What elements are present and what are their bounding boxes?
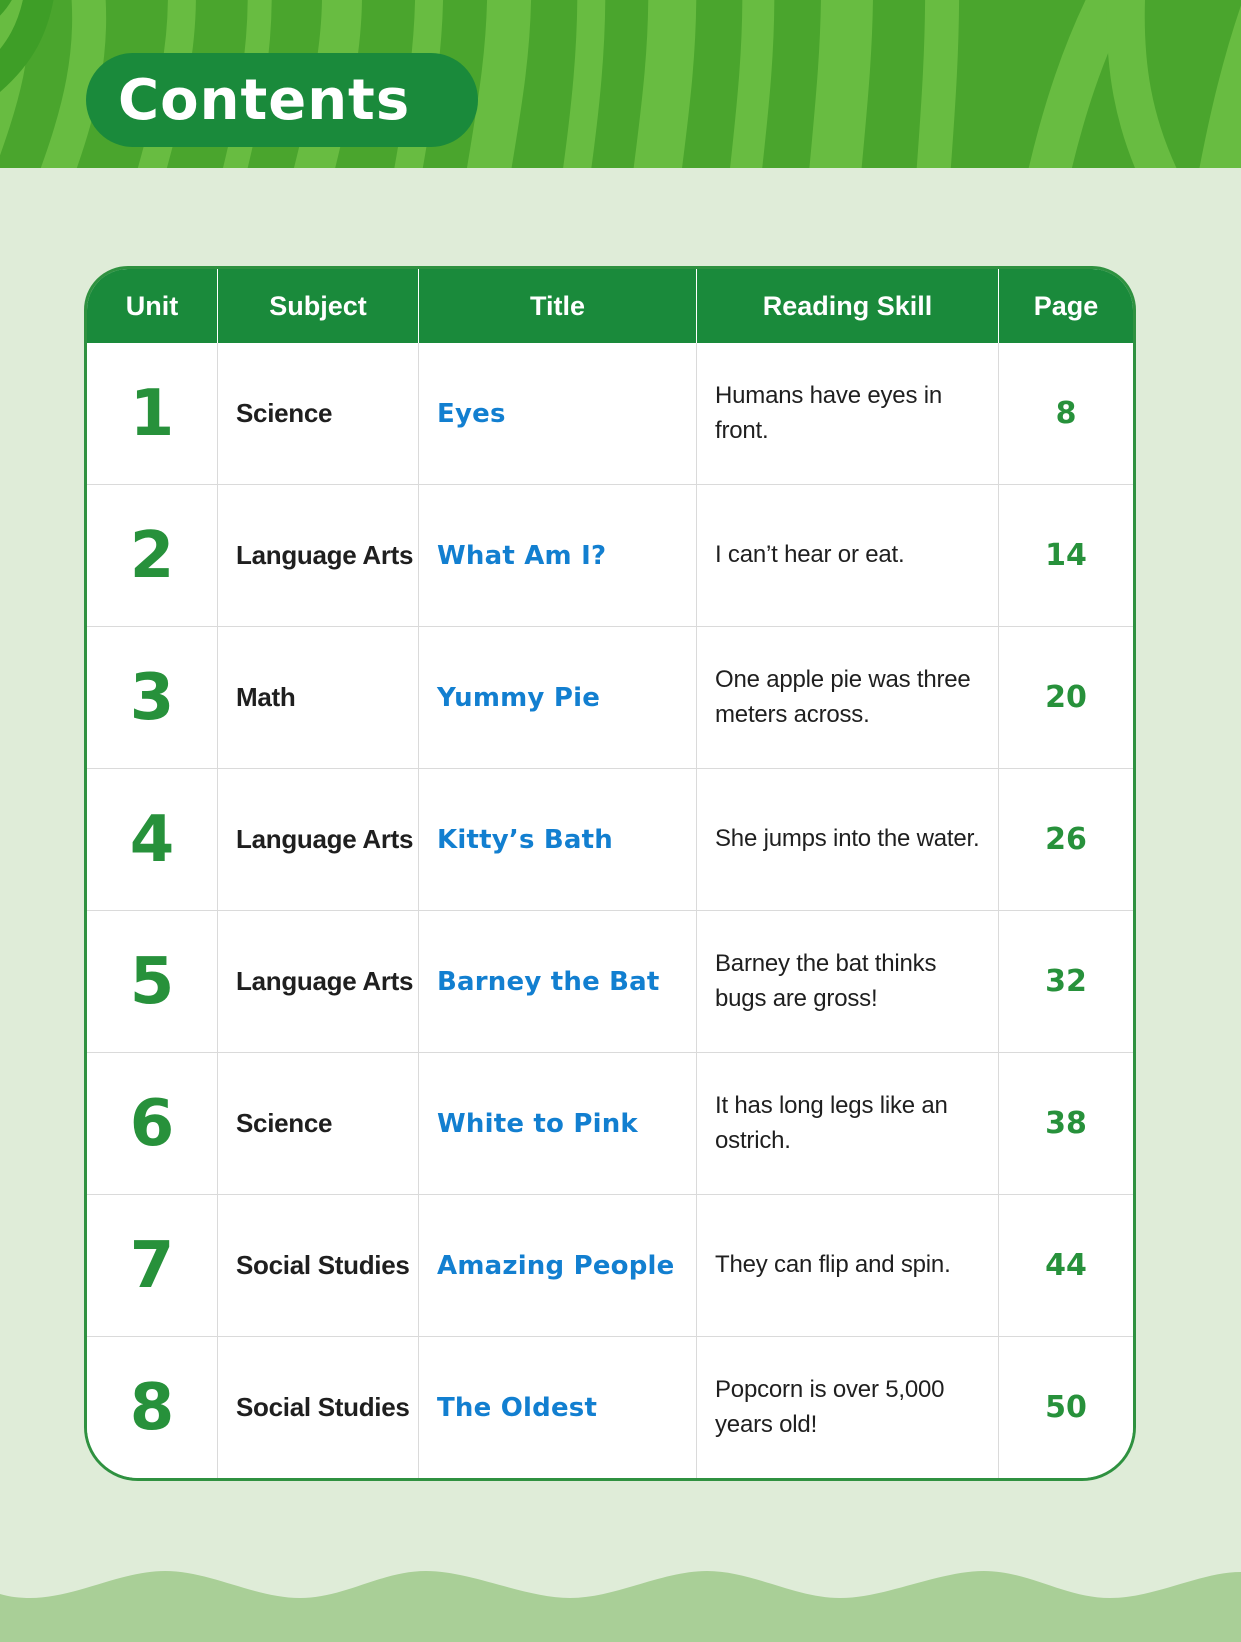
subject-cell: Social Studies bbox=[218, 1195, 419, 1336]
table-row bbox=[87, 484, 1133, 626]
page-number: 26 bbox=[1045, 822, 1087, 857]
title-cell: Amazing People bbox=[419, 1195, 697, 1336]
skill-cell: Humans have eyes in front. bbox=[697, 343, 999, 484]
page-number: 8 bbox=[1055, 396, 1077, 431]
skill-cell: One apple pie was three meters across. bbox=[697, 627, 999, 768]
column-header-page: Page bbox=[1033, 290, 1099, 321]
title-cell: Yummy Pie bbox=[419, 627, 697, 768]
subject-cell: Math bbox=[218, 627, 419, 768]
subject-cell: Language Arts bbox=[218, 769, 419, 910]
title-cell: The Oldest bbox=[419, 1337, 697, 1478]
header-band bbox=[0, 0, 1241, 168]
skill-cell: Popcorn is over 5,000 years old! bbox=[697, 1337, 999, 1478]
unit-number: 8 bbox=[87, 1337, 218, 1478]
column-header-unit: Unit bbox=[87, 269, 218, 343]
title-cell: Eyes bbox=[419, 343, 697, 484]
title-cell: Kitty’s Bath bbox=[419, 769, 697, 910]
unit-number: 5 bbox=[87, 911, 218, 1052]
page-number: 32 bbox=[1045, 964, 1087, 999]
column-header-subject: Subject bbox=[218, 269, 419, 343]
table-header-row bbox=[87, 269, 1133, 343]
title-cell: Barney the Bat bbox=[419, 911, 697, 1052]
page-number: 38 bbox=[1045, 1106, 1087, 1141]
title-cell: What Am I? bbox=[419, 485, 697, 626]
skill-cell: It has long legs like an ostrich. bbox=[697, 1053, 999, 1194]
table-row bbox=[87, 1336, 1133, 1478]
table-row bbox=[87, 1194, 1133, 1336]
contents-pill bbox=[86, 53, 478, 147]
subject-cell: Language Arts bbox=[218, 485, 419, 626]
page-number: 20 bbox=[1045, 680, 1087, 715]
skill-cell: I can’t hear or eat. bbox=[697, 485, 999, 626]
unit-number: 7 bbox=[87, 1195, 218, 1336]
column-header-title: Title bbox=[419, 269, 697, 343]
skill-cell: She jumps into the water. bbox=[697, 769, 999, 910]
table-row bbox=[87, 343, 1133, 484]
column-header-skill: Reading Skill bbox=[697, 269, 999, 343]
skill-cell: They can flip and spin. bbox=[697, 1195, 999, 1336]
subject-cell: Language Arts bbox=[218, 911, 419, 1052]
title-cell: White to Pink bbox=[419, 1053, 697, 1194]
unit-number: 1 bbox=[87, 343, 218, 484]
subject-cell: Science bbox=[218, 343, 419, 484]
page-title: Contents bbox=[118, 67, 411, 133]
page-number: 44 bbox=[1045, 1248, 1087, 1283]
unit-number: 4 bbox=[87, 769, 218, 910]
table-row bbox=[87, 910, 1133, 1052]
page-number: 50 bbox=[1045, 1390, 1087, 1425]
table-row bbox=[87, 1052, 1133, 1194]
skill-cell: Barney the bat thinks bugs are gross! bbox=[697, 911, 999, 1052]
subject-cell: Social Studies bbox=[218, 1337, 419, 1478]
wave-decoration bbox=[0, 1562, 1241, 1642]
table-row bbox=[87, 626, 1133, 768]
page-number: 14 bbox=[1045, 538, 1087, 573]
unit-number: 2 bbox=[87, 485, 218, 626]
unit-number: 6 bbox=[87, 1053, 218, 1194]
unit-number: 3 bbox=[87, 627, 218, 768]
subject-cell: Science bbox=[218, 1053, 419, 1194]
toc-table bbox=[84, 266, 1136, 1481]
table-row bbox=[87, 768, 1133, 910]
